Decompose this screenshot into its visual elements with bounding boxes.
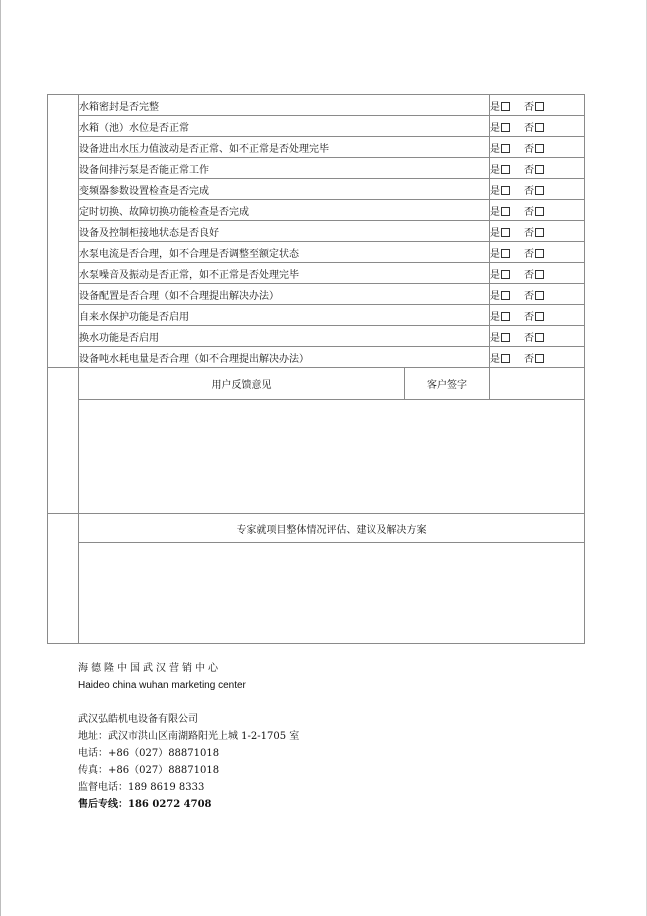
yes-checkbox-icon[interactable] (501, 270, 510, 279)
yes-no-options (490, 263, 585, 284)
no-checkbox-icon[interactable] (535, 207, 544, 216)
no-option[interactable] (524, 287, 544, 302)
checklist-row (48, 284, 585, 305)
no-option[interactable] (524, 161, 544, 176)
yes-checkbox-icon[interactable] (501, 186, 510, 195)
checklist-row (48, 263, 585, 284)
left-margin-cell (48, 514, 79, 644)
no-option[interactable] (524, 308, 544, 323)
checklist-row (48, 116, 585, 137)
no-label: 否 (524, 248, 534, 260)
yes-no-options (490, 137, 585, 158)
no-option[interactable] (524, 245, 544, 260)
no-option[interactable] (524, 203, 544, 218)
no-checkbox-icon[interactable] (535, 186, 544, 195)
supervision-phone: 监督电话：189 8619 8333 (78, 782, 205, 793)
no-option[interactable] (524, 329, 544, 344)
checklist-item-text: 变频器参数设置检查是否完成 (79, 179, 490, 200)
expert-area-row (48, 543, 585, 644)
marketing-center-en: Haideo china wuhan marketing center (78, 680, 246, 691)
yes-no-options (490, 347, 585, 368)
checklist-row (48, 305, 585, 326)
checklist-item-text: 自来水保护功能是否启用 (79, 305, 490, 326)
yes-no-options (490, 242, 585, 263)
yes-option[interactable] (490, 224, 510, 239)
yes-no-options (490, 221, 585, 242)
yes-checkbox-icon[interactable] (501, 354, 510, 363)
no-option[interactable] (524, 224, 544, 239)
checklist-item-text: 设备吨水耗电量是否合理（如不合理提出解决办法） (79, 347, 490, 368)
no-label: 否 (524, 269, 534, 281)
checklist-item-text: 水泵电流是否合理，如不合理是否调整至额定状态 (79, 242, 490, 263)
left-margin-cell (48, 95, 79, 368)
checklist-row (48, 347, 585, 368)
yes-no-options (490, 179, 585, 200)
checklist-item-text: 设备间排污泵是否能正常工作 (79, 158, 490, 179)
checklist-item-text: 水箱密封是否完整 (79, 95, 490, 116)
yes-no-options (490, 95, 585, 116)
no-option[interactable] (524, 350, 544, 365)
yes-option[interactable] (490, 203, 510, 218)
marketing-center-cn: 海德隆中国武汉营销中心 (78, 663, 221, 674)
company-address: 地址：武汉市洪山区南湖路阳光上城 1-2-1705 室 (78, 731, 300, 742)
no-checkbox-icon[interactable] (535, 165, 544, 174)
checklist-item-text: 水箱（池）水位是否正常 (79, 116, 490, 137)
yes-option[interactable] (490, 98, 510, 113)
no-checkbox-icon[interactable] (535, 228, 544, 237)
user-feedback-header: 用户反馈意见 (79, 368, 405, 400)
no-checkbox-icon[interactable] (535, 270, 544, 279)
yes-label: 是 (490, 332, 500, 344)
no-label: 否 (524, 122, 534, 134)
customer-signature-header: 客户签字 (405, 368, 490, 400)
yes-checkbox-icon[interactable] (501, 312, 510, 321)
expert-header-row (48, 514, 585, 543)
expert-assessment-area[interactable] (79, 543, 585, 644)
contact-footer (78, 660, 299, 813)
yes-checkbox-icon[interactable] (501, 249, 510, 258)
yes-label: 是 (490, 101, 500, 113)
yes-option[interactable] (490, 161, 510, 176)
yes-checkbox-icon[interactable] (501, 333, 510, 342)
yes-label: 是 (490, 122, 500, 134)
yes-label: 是 (490, 311, 500, 323)
no-label: 否 (524, 164, 534, 176)
yes-option[interactable] (490, 119, 510, 134)
checklist-row (48, 137, 585, 158)
inspection-checklist-table (47, 94, 585, 644)
checklist-row (48, 221, 585, 242)
no-checkbox-icon[interactable] (535, 291, 544, 300)
customer-signature-field[interactable] (490, 368, 585, 400)
yes-label: 是 (490, 185, 500, 197)
yes-option[interactable] (490, 287, 510, 302)
yes-no-options (490, 305, 585, 326)
yes-no-options (490, 158, 585, 179)
no-option[interactable] (524, 140, 544, 155)
yes-checkbox-icon[interactable] (501, 207, 510, 216)
no-label: 否 (524, 185, 534, 197)
company-fax: 传真：+86（027）88871018 (78, 765, 220, 776)
checklist-row (48, 242, 585, 263)
yes-checkbox-icon[interactable] (501, 102, 510, 111)
company-name: 武汉弘皓机电设备有限公司 (78, 714, 198, 725)
feedback-area-row (48, 400, 585, 514)
yes-option[interactable] (490, 140, 510, 155)
yes-no-options (490, 284, 585, 305)
no-label: 否 (524, 311, 534, 323)
yes-checkbox-icon[interactable] (501, 165, 510, 174)
yes-no-options (490, 200, 585, 221)
yes-option[interactable] (490, 350, 510, 365)
yes-label: 是 (490, 227, 500, 239)
yes-checkbox-icon[interactable] (501, 228, 510, 237)
no-label: 否 (524, 227, 534, 239)
no-label: 否 (524, 353, 534, 365)
no-label: 否 (524, 101, 534, 113)
footer-spacer (78, 694, 299, 711)
yes-option[interactable] (490, 245, 510, 260)
expert-assessment-header: 专家就项目整体情况评估、建议及解决方案 (79, 514, 585, 543)
checklist-row (48, 200, 585, 221)
checklist-item-text: 定时切换、故障切换功能检查是否完成 (79, 200, 490, 221)
user-feedback-area[interactable] (79, 400, 585, 514)
no-label: 否 (524, 290, 534, 302)
no-option[interactable] (524, 98, 544, 113)
no-checkbox-icon[interactable] (535, 123, 544, 132)
page-left-edge (0, 0, 1, 916)
checklist-row (48, 95, 585, 116)
checklist-row (48, 158, 585, 179)
company-phone: 电话：+86（027）88871018 (78, 748, 220, 759)
after-sales-hotline: 售后专线：186 0272 4708 (78, 799, 212, 810)
checklist-item-text: 设备进出水压力值波动是否正常、如不正常是否处理完毕 (79, 137, 490, 158)
no-checkbox-icon[interactable] (535, 144, 544, 153)
yes-label: 是 (490, 248, 500, 260)
yes-label: 是 (490, 290, 500, 302)
left-margin-cell (48, 368, 79, 514)
yes-checkbox-icon[interactable] (501, 123, 510, 132)
yes-option[interactable] (490, 182, 510, 197)
yes-label: 是 (490, 206, 500, 218)
yes-checkbox-icon[interactable] (501, 291, 510, 300)
no-checkbox-icon[interactable] (535, 354, 544, 363)
no-label: 否 (524, 143, 534, 155)
yes-label: 是 (490, 164, 500, 176)
feedback-header-row (48, 368, 585, 400)
checklist-item-text: 设备及控制柜接地状态是否良好 (79, 221, 490, 242)
no-checkbox-icon[interactable] (535, 249, 544, 258)
checklist-row (48, 179, 585, 200)
no-label: 否 (524, 206, 534, 218)
yes-option[interactable] (490, 308, 510, 323)
checklist-item-text: 换水功能是否启用 (79, 326, 490, 347)
checklist-item-text: 设备配置是否合理（如不合理提出解决办法） (79, 284, 490, 305)
no-label: 否 (524, 332, 534, 344)
yes-option[interactable] (490, 329, 510, 344)
yes-no-options (490, 116, 585, 137)
checklist-item-text: 水泵噪音及振动是否正常，如不正常是否处理完毕 (79, 263, 490, 284)
yes-label: 是 (490, 143, 500, 155)
yes-no-options (490, 326, 585, 347)
checklist-body (48, 95, 585, 644)
no-option[interactable] (524, 266, 544, 281)
no-checkbox-icon[interactable] (535, 312, 544, 321)
yes-checkbox-icon[interactable] (501, 144, 510, 153)
yes-option[interactable] (490, 266, 510, 281)
checklist-row (48, 326, 585, 347)
no-option[interactable] (524, 119, 544, 134)
no-checkbox-icon[interactable] (535, 102, 544, 111)
no-checkbox-icon[interactable] (535, 333, 544, 342)
yes-label: 是 (490, 269, 500, 281)
yes-label: 是 (490, 353, 500, 365)
no-option[interactable] (524, 182, 544, 197)
